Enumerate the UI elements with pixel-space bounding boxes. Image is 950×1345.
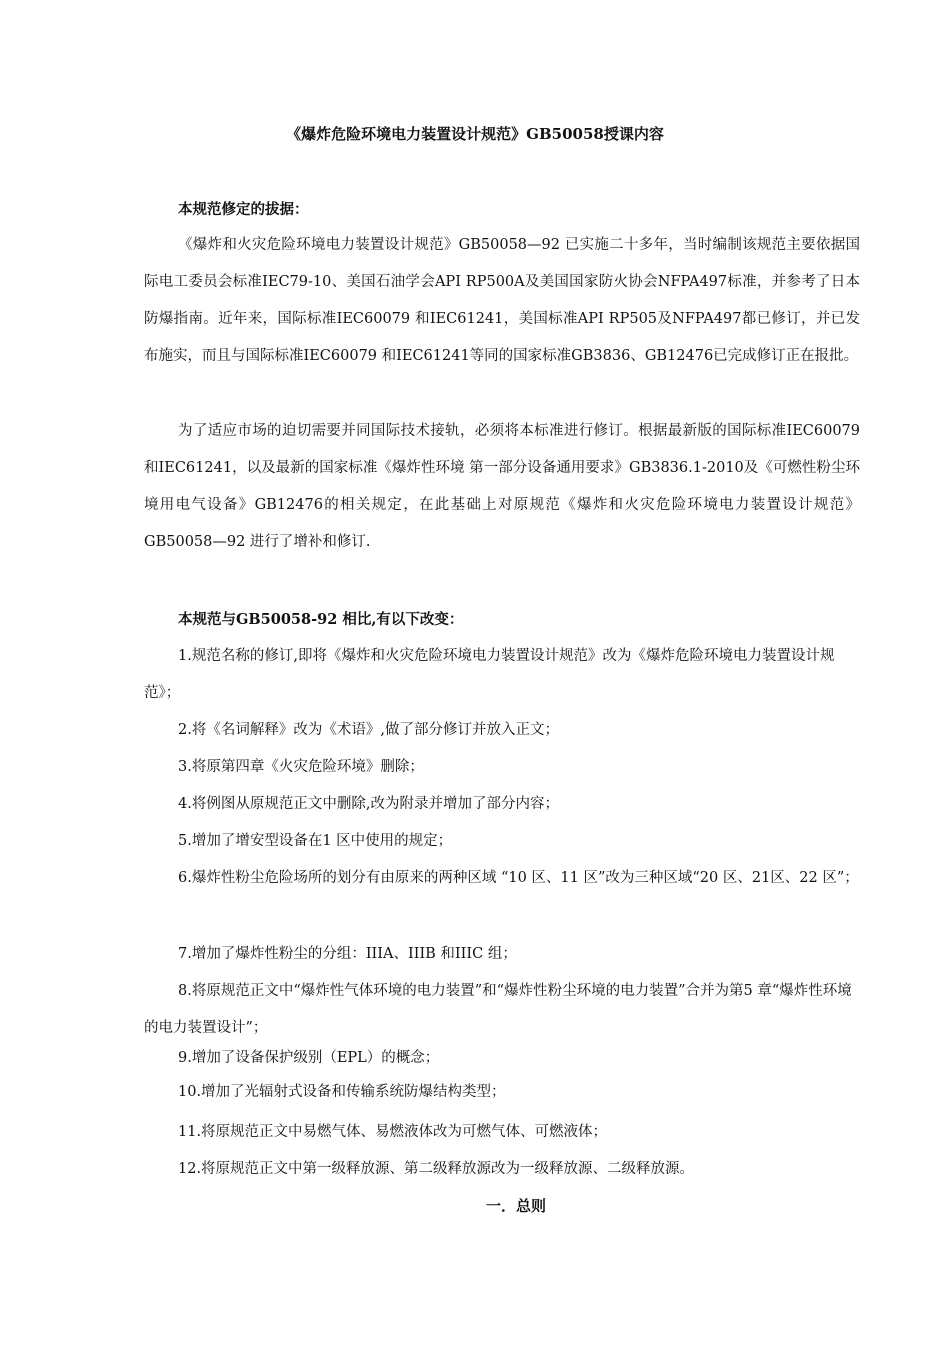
changes-heading: 本规范与GB50058-92 相比,有以下改变： xyxy=(178,611,464,628)
change-item-7: 7.增加了爆炸性粉尘的分组：IIIA、IIIB 和IIIC 组； xyxy=(178,946,517,962)
change-item-4: 4.将例图从原规范正文中删除,改为附录并增加了部分内容； xyxy=(178,796,559,812)
change-item-12: 12.将原规范正文中第一级释放源、第二级释放源改为一级释放源、二级释放源。 xyxy=(178,1161,695,1177)
basis-paragraph-1: 《爆炸和火灾危险环境电力装置设计规范》GB50058—92 已实施二十多年，当时编制该规范主要依据国际电工委员会标准IEC79-10、美国石油学会API RP500A及美国国家防火协会NFPA497标准，并参考了日本防爆指南。近年来，国际标准IEC60079 和IEC61241，美国标准API RP505及NFPA497都已修订，并已发布施实，而且与国际标准IEC60079 和IEC61241等同的国家标准GB3836、GB12476已完成修订正在报批。 xyxy=(144,237,860,364)
change-item-10: 10.增加了光辐射式设备和传输系统防爆结构类型； xyxy=(178,1084,506,1100)
change-item-1: 1.规范名称的修订,即将《爆炸和火灾危险环境电力装置设计规范》改为《爆炸危险环境电力装置设计规范》； xyxy=(144,648,835,701)
change-item-6: 6.爆炸性粉尘危险场所的划分有由原来的两种区域 “10 区、11 区”改为三种区域“20 区、21区、22 区”； xyxy=(178,870,859,886)
change-item-5: 5.增加了增安型设备在1 区中使用的规定； xyxy=(178,833,453,849)
change-item-11: 11.将原规范正文中易燃气体、易燃液体改为可燃气体、可燃液体； xyxy=(178,1124,608,1140)
document-title: 《爆炸危险环境电力装置设计规范》GB50058授课内容 xyxy=(286,125,664,143)
basis-heading: 本规范修定的拔据： xyxy=(178,201,309,218)
basis-paragraph-2: 为了适应市场的迫切需要并同国际技术接轨，必须将本标准进行修订。根据最新版的国际标准IEC60079 和IEC61241，以及最新的国家标准《爆炸性环境 第一部分设备通用要求》GB3836.1-2010及《可燃性粉尘环境用电气设备》GB12476的相关规定，在此基础上对原规范《爆炸和火灾危险环境电力装置设计规范》GB50058—92 进行了增补和修订. xyxy=(144,423,860,550)
change-item-8: 8.将原规范正文中“爆炸性气体环境的电力装置”和“爆炸性粉尘环境的电力装置”合并为第5 章“爆炸性环境的电力装置设计”； xyxy=(144,983,852,1036)
change-item-9: 9.增加了设备保护级别（EPL）的概念； xyxy=(178,1050,440,1066)
chapter-heading: 一．总则 xyxy=(486,1197,547,1215)
change-item-2: 2.将《名词解释》改为《术语》,做了部分修订并放入正文； xyxy=(178,722,559,738)
change-item-3: 3.将原第四章《火灾危险环境》删除； xyxy=(178,759,424,775)
